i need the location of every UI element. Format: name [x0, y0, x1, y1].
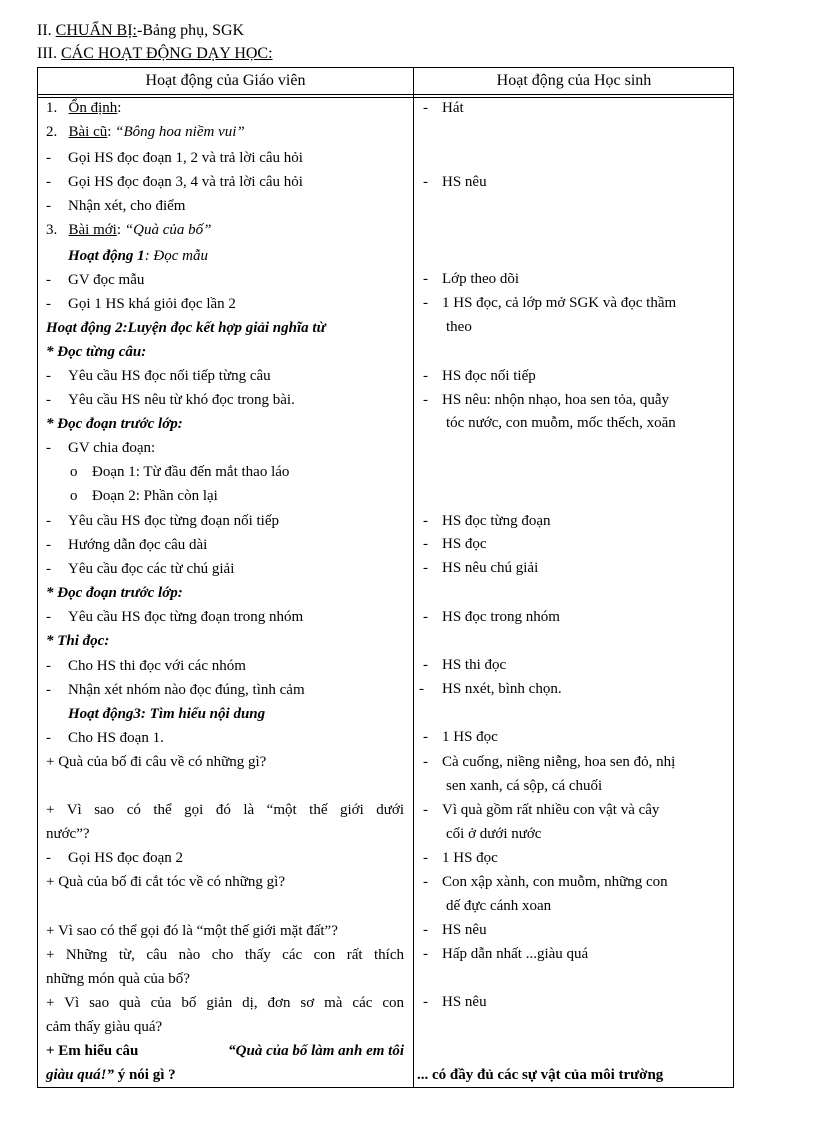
question-line: cảm thấy giàu quá? — [46, 1019, 163, 1035]
dash-marker: - — [419, 681, 424, 697]
student-line: cối ở dưới nước — [446, 826, 542, 842]
question-line: những món quà của bố? — [46, 971, 190, 987]
student-line: 1 HS đọc — [442, 729, 498, 745]
dash-marker: - — [423, 657, 428, 673]
dash-marker: - — [46, 850, 51, 866]
teacher-line: Yêu cầu HS nêu từ khó đọc trong bài. — [68, 392, 295, 408]
dash-marker: - — [46, 730, 51, 746]
teacher-line: Yêu cầu HS đọc nối tiếp từng câu — [68, 368, 271, 384]
teacher-line: Cho HS thi đọc với các nhóm — [68, 658, 246, 674]
dash-marker: - — [423, 295, 428, 311]
student-line: HS thi đọc — [442, 657, 507, 673]
student-line: dế đực cánh xoan — [446, 898, 552, 914]
student-line: HS nêu — [442, 174, 487, 190]
header-rule-double — [38, 97, 733, 98]
circle-marker: o — [70, 464, 78, 480]
student-line: HS nêu: nhộn nhạo, hoa sen tỏa, quẫy — [442, 392, 670, 408]
activities-table — [37, 67, 734, 1088]
student-line: theo — [446, 319, 472, 335]
student-line: HS đọc nối tiếp — [442, 368, 536, 384]
dash-marker: - — [46, 513, 51, 529]
student-line: HS nêu — [442, 994, 487, 1010]
dash-marker: - — [423, 729, 428, 745]
dash-marker: - — [46, 174, 51, 190]
dash-marker: - — [46, 272, 51, 288]
student-line: HS nêu chú giải — [442, 560, 539, 576]
dash-marker: - — [423, 271, 428, 287]
dash-marker: - — [46, 609, 51, 625]
dash-marker: - — [423, 850, 428, 866]
section-3-heading — [37, 45, 273, 63]
dash-marker: - — [46, 392, 51, 408]
question-line: + Vì sao có thể gọi đó là “một thế giới mặt đất”? — [46, 923, 338, 939]
question-line: + Vì sao quà của bố giản dị, đơn sơ mà các con — [46, 995, 404, 1011]
dash-marker: - — [423, 174, 428, 190]
dash-marker: - — [46, 296, 51, 312]
student-line: tóc nước, con muỗm, mốc thếch, xoăn — [446, 415, 676, 431]
teacher-line: Gọi 1 HS khá giỏi đọc lần 2 — [68, 296, 236, 312]
teacher-line: Nhận xét, cho điểm — [68, 198, 186, 214]
section-2-number: II. — [37, 22, 52, 39]
circle-marker: o — [70, 488, 78, 504]
dash-marker: - — [46, 368, 51, 384]
dash-marker: - — [423, 874, 428, 890]
dash-marker: - — [423, 609, 428, 625]
dash-marker: - — [46, 150, 51, 166]
dash-marker: - — [46, 561, 51, 577]
teacher-line: Yêu cầu HS đọc từng đoạn nối tiếp — [68, 513, 280, 529]
dash-marker: - — [423, 100, 428, 116]
teacher-line: Gọi HS đọc đoạn 1, 2 và trả lời câu hỏi — [68, 150, 303, 166]
student-line: HS đọc từng đoạn — [442, 513, 551, 529]
section-3-label: CÁC HOẠT ĐỘNG DẠY HỌC: — [60, 45, 273, 62]
student-line: HS nêu — [442, 922, 487, 938]
subheading: * Thi đọc: — [46, 633, 110, 649]
student-line: Cà cuống, niềng niễng, hoa sen đỏ, nhị — [442, 754, 676, 770]
teacher-line: Gọi HS đọc đoạn 2 — [68, 850, 183, 866]
subheading: * Đọc từng câu: — [46, 344, 147, 360]
activity-3-heading: Hoạt động3: Tìm hiểu nội dung — [68, 706, 266, 722]
activity-1-heading: Hoạt động 1: Đọc mẫu — [68, 248, 209, 264]
section-2-label: CHUẨN BỊ: — [55, 22, 137, 39]
question-line: + Vì sao có thể gọi đó là “một thế giới dưới — [46, 802, 404, 818]
student-line: Hấp dẫn nhất ...giàu quá — [442, 946, 589, 962]
subheading: * Đọc đoạn trước lớp: — [46, 585, 183, 601]
teacher-line: Hướng dẫn đọc câu dài — [68, 537, 208, 553]
dash-marker: - — [46, 198, 51, 214]
activity-2-heading: Hoạt động 2:Luyện đọc kết hợp giải nghĩa từ — [46, 320, 326, 336]
teacher-line: Đoạn 1: Từ đầu đến mắt thao láo — [92, 464, 290, 480]
question-line: nước”? — [46, 826, 90, 842]
question-line: + Quà của bố đi câu về có những gì? — [46, 754, 267, 770]
teacher-line: GV chia đoạn: — [68, 440, 156, 456]
section-3-number: III. — [37, 45, 57, 62]
student-line: Vì quà gồm rất nhiều con vật và cây — [442, 802, 660, 818]
student-line: 1 HS đọc — [442, 850, 498, 866]
student-line: HS đọc — [442, 536, 487, 552]
dash-marker: - — [46, 682, 51, 698]
dash-marker: - — [423, 994, 428, 1010]
student-line: Hát — [442, 100, 464, 116]
dash-marker: - — [423, 536, 428, 552]
teacher-line: GV đọc mẫu — [68, 272, 145, 288]
section-2-heading — [37, 22, 244, 40]
student-line: Lớp theo dõi — [442, 271, 520, 287]
teacher-line: Đoạn 2: Phần còn lại — [92, 488, 218, 504]
student-column-header: Hoạt động của Học sinh — [496, 72, 652, 89]
teacher-line: 1. Ổn định: — [46, 100, 122, 116]
section-2-text: -Bảng phụ, SGK — [137, 22, 245, 39]
question-line: + Những từ, câu nào cho thấy các con rất thích — [46, 947, 404, 963]
dash-marker: - — [423, 946, 428, 962]
dash-marker: - — [423, 392, 428, 408]
teacher-line: Cho HS đoạn 1. — [68, 730, 164, 746]
dash-marker: - — [423, 802, 428, 818]
teacher-line: Yêu cầu đọc các từ chú giải — [68, 561, 235, 577]
teacher-line: 3. Bài mới: “Quà của bố” — [46, 222, 212, 238]
question-line: + Quà của bố đi cắt tóc về có những gì? — [46, 874, 286, 890]
dash-marker: - — [423, 560, 428, 576]
dash-marker: - — [423, 513, 428, 529]
teacher-line: Gọi HS đọc đoạn 3, 4 và trả lời câu hỏi — [68, 174, 303, 190]
teacher-line: 2. Bài cũ: “Bông hoa niềm vui” — [46, 124, 245, 140]
header-rule — [38, 94, 733, 95]
student-line: sen xanh, cá sộp, cá chuối — [446, 778, 603, 794]
dash-marker: - — [46, 658, 51, 674]
dash-marker: - — [423, 368, 428, 384]
student-line: Con xập xành, con muỗm, những con — [442, 874, 668, 890]
question-line: giàu quá!” ý nói gì ? — [46, 1067, 176, 1083]
dash-marker: - — [46, 537, 51, 553]
student-line: 1 HS đọc, cả lớp mở SGK và đọc thầm — [442, 295, 677, 311]
subheading: * Đọc đoạn trước lớp: — [46, 416, 183, 432]
teacher-line: Yêu cầu HS đọc từng đoạn trong nhóm — [68, 609, 304, 625]
dash-marker: - — [46, 440, 51, 456]
student-line: HS đọc trong nhóm — [442, 609, 560, 625]
dash-marker: - — [423, 754, 428, 770]
student-line: ... có đầy đủ các sự vật của môi trường — [417, 1067, 664, 1083]
question-line: + Em hiểu câu “Quà của bố làm anh em tôi — [46, 1043, 404, 1059]
dash-marker: - — [423, 922, 428, 938]
teacher-line: Nhận xét nhóm nào đọc đúng, tình cảm — [68, 682, 305, 698]
student-line: HS nxét, bình chọn. — [442, 681, 562, 697]
column-divider — [413, 68, 414, 1087]
teacher-column-header: Hoạt động của Giáo viên — [145, 72, 306, 89]
